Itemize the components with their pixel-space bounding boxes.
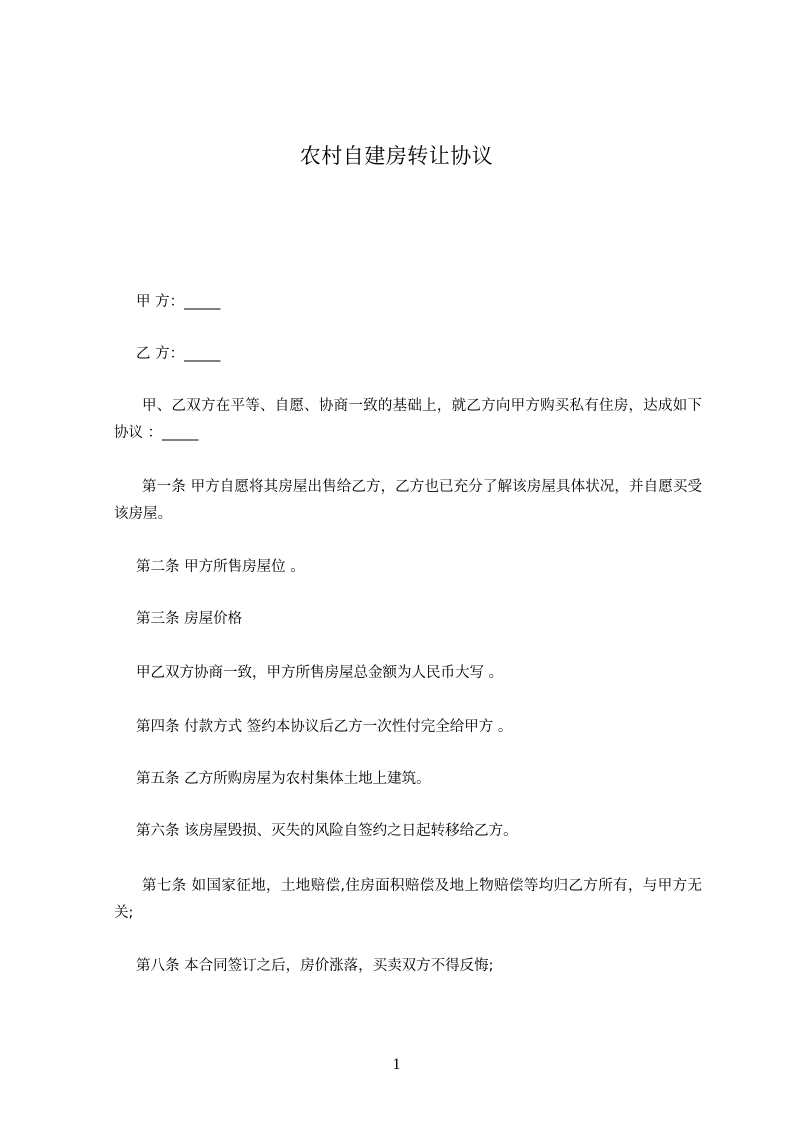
party-a-line: 甲 方：_____ (136, 294, 221, 310)
article-3-detail: 甲乙双方协商一致，甲方所售房屋总金额为人民币大写 。 (136, 665, 504, 681)
article-3-heading: 第三条 房屋价格 (136, 611, 243, 627)
party-b-line: 乙 方：_____ (136, 346, 221, 362)
document-title: 农村自建房转让协议 (299, 144, 494, 168)
article-7-paragraph: 第七条 如国家征地，土地赔偿,住房面积赔偿及地上物赔偿等均归乙方所有，与甲方无关; (114, 878, 702, 921)
article-6-paragraph: 第六条 该房屋毁损、灭失的风险自签约之日起转移给乙方。 (136, 823, 518, 839)
article-8-paragraph: 第八条 本合同签订之后，房价涨落，买卖双方不得反悔; (136, 958, 494, 974)
article-1-paragraph: 第一条 甲方自愿将其房屋出售给乙方，乙方也已充分了解该房屋具体状况，并自愿买受该房屋。 (114, 479, 702, 522)
preamble-paragraph: 甲、乙双方在平等、自愿、协商一致的基础上，就乙方向甲方购买私有住房，达成如下协议 ：_____ (114, 398, 702, 441)
article-2-paragraph: 第二条 甲方所售房屋位 。 (136, 559, 305, 575)
article-4-paragraph: 第四条 付款方式 签约本协议后乙方一次性付完全给甲方 。 (136, 719, 513, 735)
article-5-paragraph: 第五条 乙方所购房屋为农村集体土地上建筑。 (136, 771, 431, 787)
page-number: 1 (392, 1056, 401, 1073)
